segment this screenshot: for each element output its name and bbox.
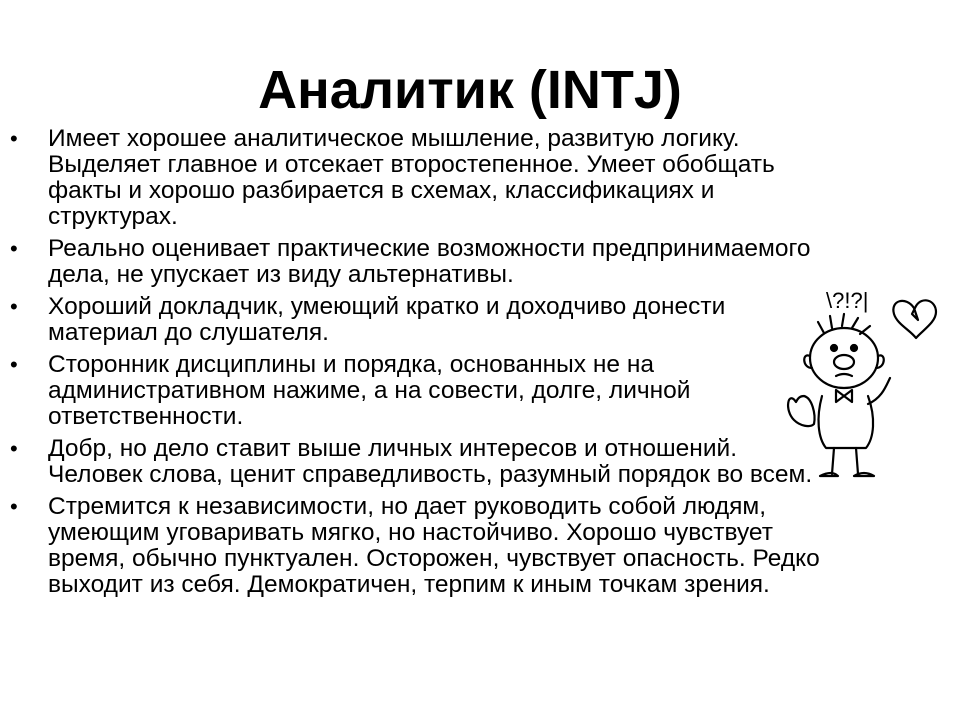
bullet-line: Хороший докладчик, умеющий кратко и доходчиво донести — [48, 293, 726, 320]
bullet-line: Сторонник дисциплины и порядка, основанных не на — [48, 351, 654, 378]
bullet-line: умеющим уговаривать мягко, но настойчиво. Хорошо чувствует — [48, 519, 773, 546]
bullet-line: Выделяет главное и отсекает второстепенное. Умеет обобщать — [48, 151, 775, 178]
bullet-line: Человек слова, ценит справедливость, разумный порядок во всем. — [48, 461, 813, 488]
bullet-dot: • — [10, 436, 18, 461]
confused-cartoon-icon — [786, 278, 956, 488]
bullet-line: дела, не упускает из виду альтернативы. — [48, 261, 514, 288]
bullet-dot: • — [10, 352, 18, 377]
bullet-dot: • — [10, 294, 18, 319]
bullet-dot: • — [10, 126, 18, 151]
bullet-line: Добр, но дело ставит выше личных интересов и отношений. — [48, 435, 738, 462]
bullet-line: время, обычно пунктуален. Осторожен, чувствует опасность. Редко — [48, 545, 820, 572]
bullet-line: ответственности. — [48, 403, 244, 430]
bullet-dot: • — [10, 236, 18, 261]
bullet-line: Стремится к независимости, но дает руководить собой людям, — [48, 493, 767, 520]
bullet-line: материал до слушателя. — [48, 319, 329, 346]
bullet-line: административном нажиме, а на совести, долге, личной — [48, 377, 691, 404]
thought-marks: \?!?| — [826, 288, 869, 313]
bullet-line: факты и хорошо разбирается в схемах, классификациях и — [48, 177, 715, 204]
bullet-line: выходит из себя. Демократичен, терпим к иным точкам зрения. — [48, 571, 770, 598]
bullet-item-good-speaker — [0, 294, 788, 346]
bullet-dot: • — [10, 494, 18, 519]
bullet-item-kind-but-business — [0, 436, 890, 488]
bullet-item-discipline — [0, 352, 764, 430]
bullet-line: структурах. — [48, 203, 178, 230]
bullet-item-independence — [0, 494, 890, 598]
bullet-item-analytical-thinking — [0, 126, 890, 230]
bullet-line: Реально оценивает практические возможности предпринимаемого — [48, 235, 811, 262]
bullet-line: Имеет хорошее аналитическое мышление, развитую логику. — [48, 125, 740, 152]
slide-title: Аналитик (INTJ) — [258, 60, 682, 120]
bullet-item-realistic-assessment — [0, 236, 890, 288]
